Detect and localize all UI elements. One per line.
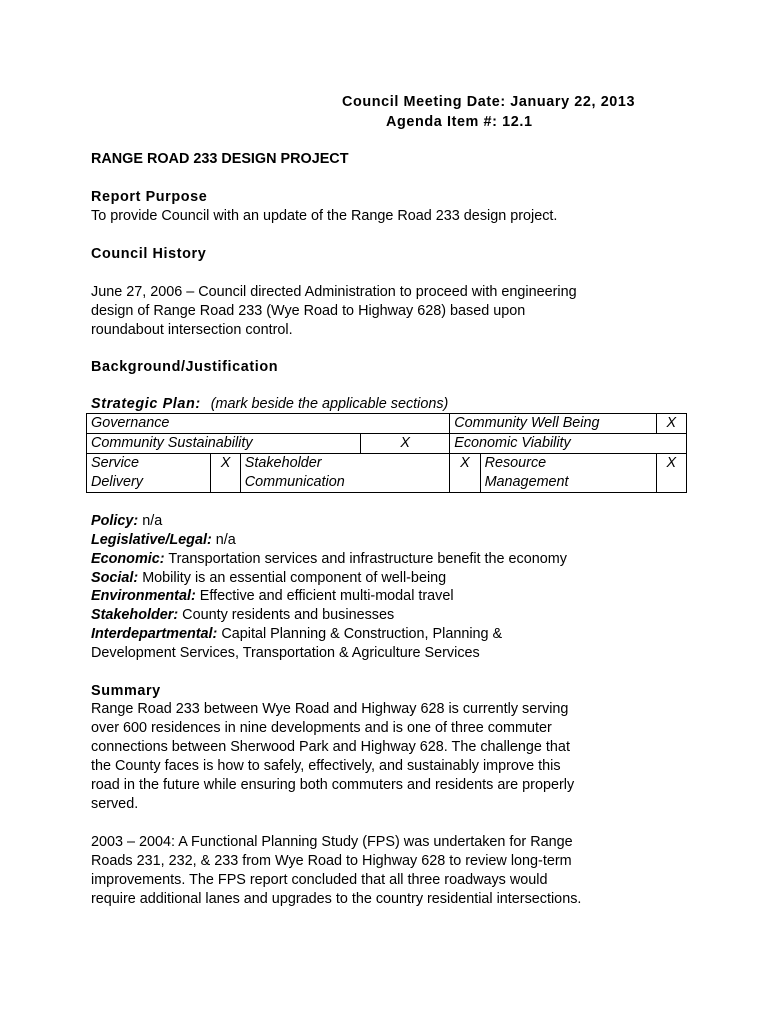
- summary-line: road in the future while ensuring both commuters and residents are properly: [91, 777, 575, 793]
- legal-label: Legislative/Legal:: [91, 532, 212, 548]
- table-cell-mark: X: [361, 434, 450, 454]
- summary-line: improvements. The FPS report concluded that all three roadways would: [91, 872, 548, 888]
- summary-line: served.: [91, 796, 139, 812]
- policy-value: n/a: [142, 513, 163, 529]
- interdepartmental-label: Interdepartmental:: [91, 626, 218, 642]
- social-line: [91, 569, 446, 588]
- council-history-line: June 27, 2006 – Council directed Administration to proceed with engineering: [91, 284, 577, 300]
- strategic-plan-label: Strategic Plan:: [91, 396, 201, 412]
- report-purpose-heading: Report Purpose: [91, 189, 208, 205]
- interdepartmental-value-continued: Development Services, Transportation & Agriculture Services: [91, 645, 480, 661]
- table-cell-governance: Governance: [87, 414, 450, 434]
- social-value: Mobility is an essential component of well-being: [142, 570, 447, 586]
- interdepartmental-line: [91, 625, 502, 644]
- policy-line: [91, 512, 162, 531]
- agenda-item: Agenda Item #: 12.1: [386, 114, 533, 130]
- stakeholder-line: [91, 606, 394, 625]
- summary-heading: Summary: [91, 683, 161, 699]
- economic-value: Transportation services and infrastructure benefit the economy: [168, 551, 567, 567]
- economic-line: [91, 550, 567, 569]
- strategic-plan-note: (mark beside the applicable sections): [210, 396, 449, 412]
- table-cell-stakeholder-communication: Stakeholder Communication: [240, 454, 449, 493]
- summary-line: connections between Sherwood Park and Highway 628. The challenge that: [91, 739, 570, 755]
- policy-label: Policy:: [91, 513, 139, 529]
- environmental-value: Effective and efficient multi-modal travel: [199, 588, 454, 604]
- report-purpose-text: To provide Council with an update of the Range Road 233 design project.: [91, 208, 558, 224]
- table-cell-mark: X: [656, 454, 686, 493]
- interdepartmental-value: Capital Planning & Construction, Planning &: [221, 626, 503, 642]
- economic-label: Economic:: [91, 551, 165, 567]
- stakeholder-value: County residents and businesses: [182, 607, 395, 623]
- strategic-plan-table: [86, 413, 687, 493]
- environmental-label: Environmental:: [91, 588, 196, 604]
- table-cell-mark: X: [450, 454, 480, 493]
- summary-line: 2003 – 2004: A Functional Planning Study (FPS) was undertaken for Range: [91, 834, 573, 850]
- table-cell-mark: X: [211, 454, 240, 493]
- summary-line: Roads 231, 232, & 233 from Wye Road to Highway 628 to review long-term: [91, 853, 572, 869]
- background-heading: Background/Justification: [91, 359, 279, 375]
- document-title: RANGE ROAD 233 DESIGN PROJECT: [91, 151, 349, 167]
- strategic-plan-line: [91, 395, 448, 414]
- table-cell-economic-viability: Economic Viability: [450, 434, 687, 454]
- legal-value: n/a: [215, 532, 236, 548]
- summary-line: over 600 residences in nine developments and is one of three commuter: [91, 720, 552, 736]
- table-row: [87, 414, 687, 434]
- stakeholder-label: Stakeholder:: [91, 607, 179, 623]
- council-history-heading: Council History: [91, 246, 207, 262]
- legal-line: [91, 531, 236, 550]
- table-row: [87, 434, 687, 454]
- environmental-line: [91, 587, 454, 606]
- social-label: Social:: [91, 570, 139, 586]
- table-cell-service-delivery: Service Delivery: [87, 454, 211, 493]
- summary-line: the County faces is how to safely, effectively, and sustainably improve this: [91, 758, 561, 774]
- table-cell-community-well-being: Community Well Being: [450, 414, 656, 434]
- table-row: [87, 454, 687, 493]
- table-cell-mark: X: [656, 414, 686, 434]
- council-history-line: design of Range Road 233 (Wye Road to Highway 628) based upon: [91, 303, 526, 319]
- table-cell-community-sustainability: Community Sustainability: [87, 434, 361, 454]
- summary-line: Range Road 233 between Wye Road and Highway 628 is currently serving: [91, 701, 569, 717]
- table-cell-resource-management: Resource Management: [480, 454, 656, 493]
- summary-line: require additional lanes and upgrades to the country residential intersections.: [91, 891, 582, 907]
- meeting-date: Council Meeting Date: January 22, 2013: [342, 94, 636, 110]
- council-history-line: roundabout intersection control.: [91, 322, 293, 338]
